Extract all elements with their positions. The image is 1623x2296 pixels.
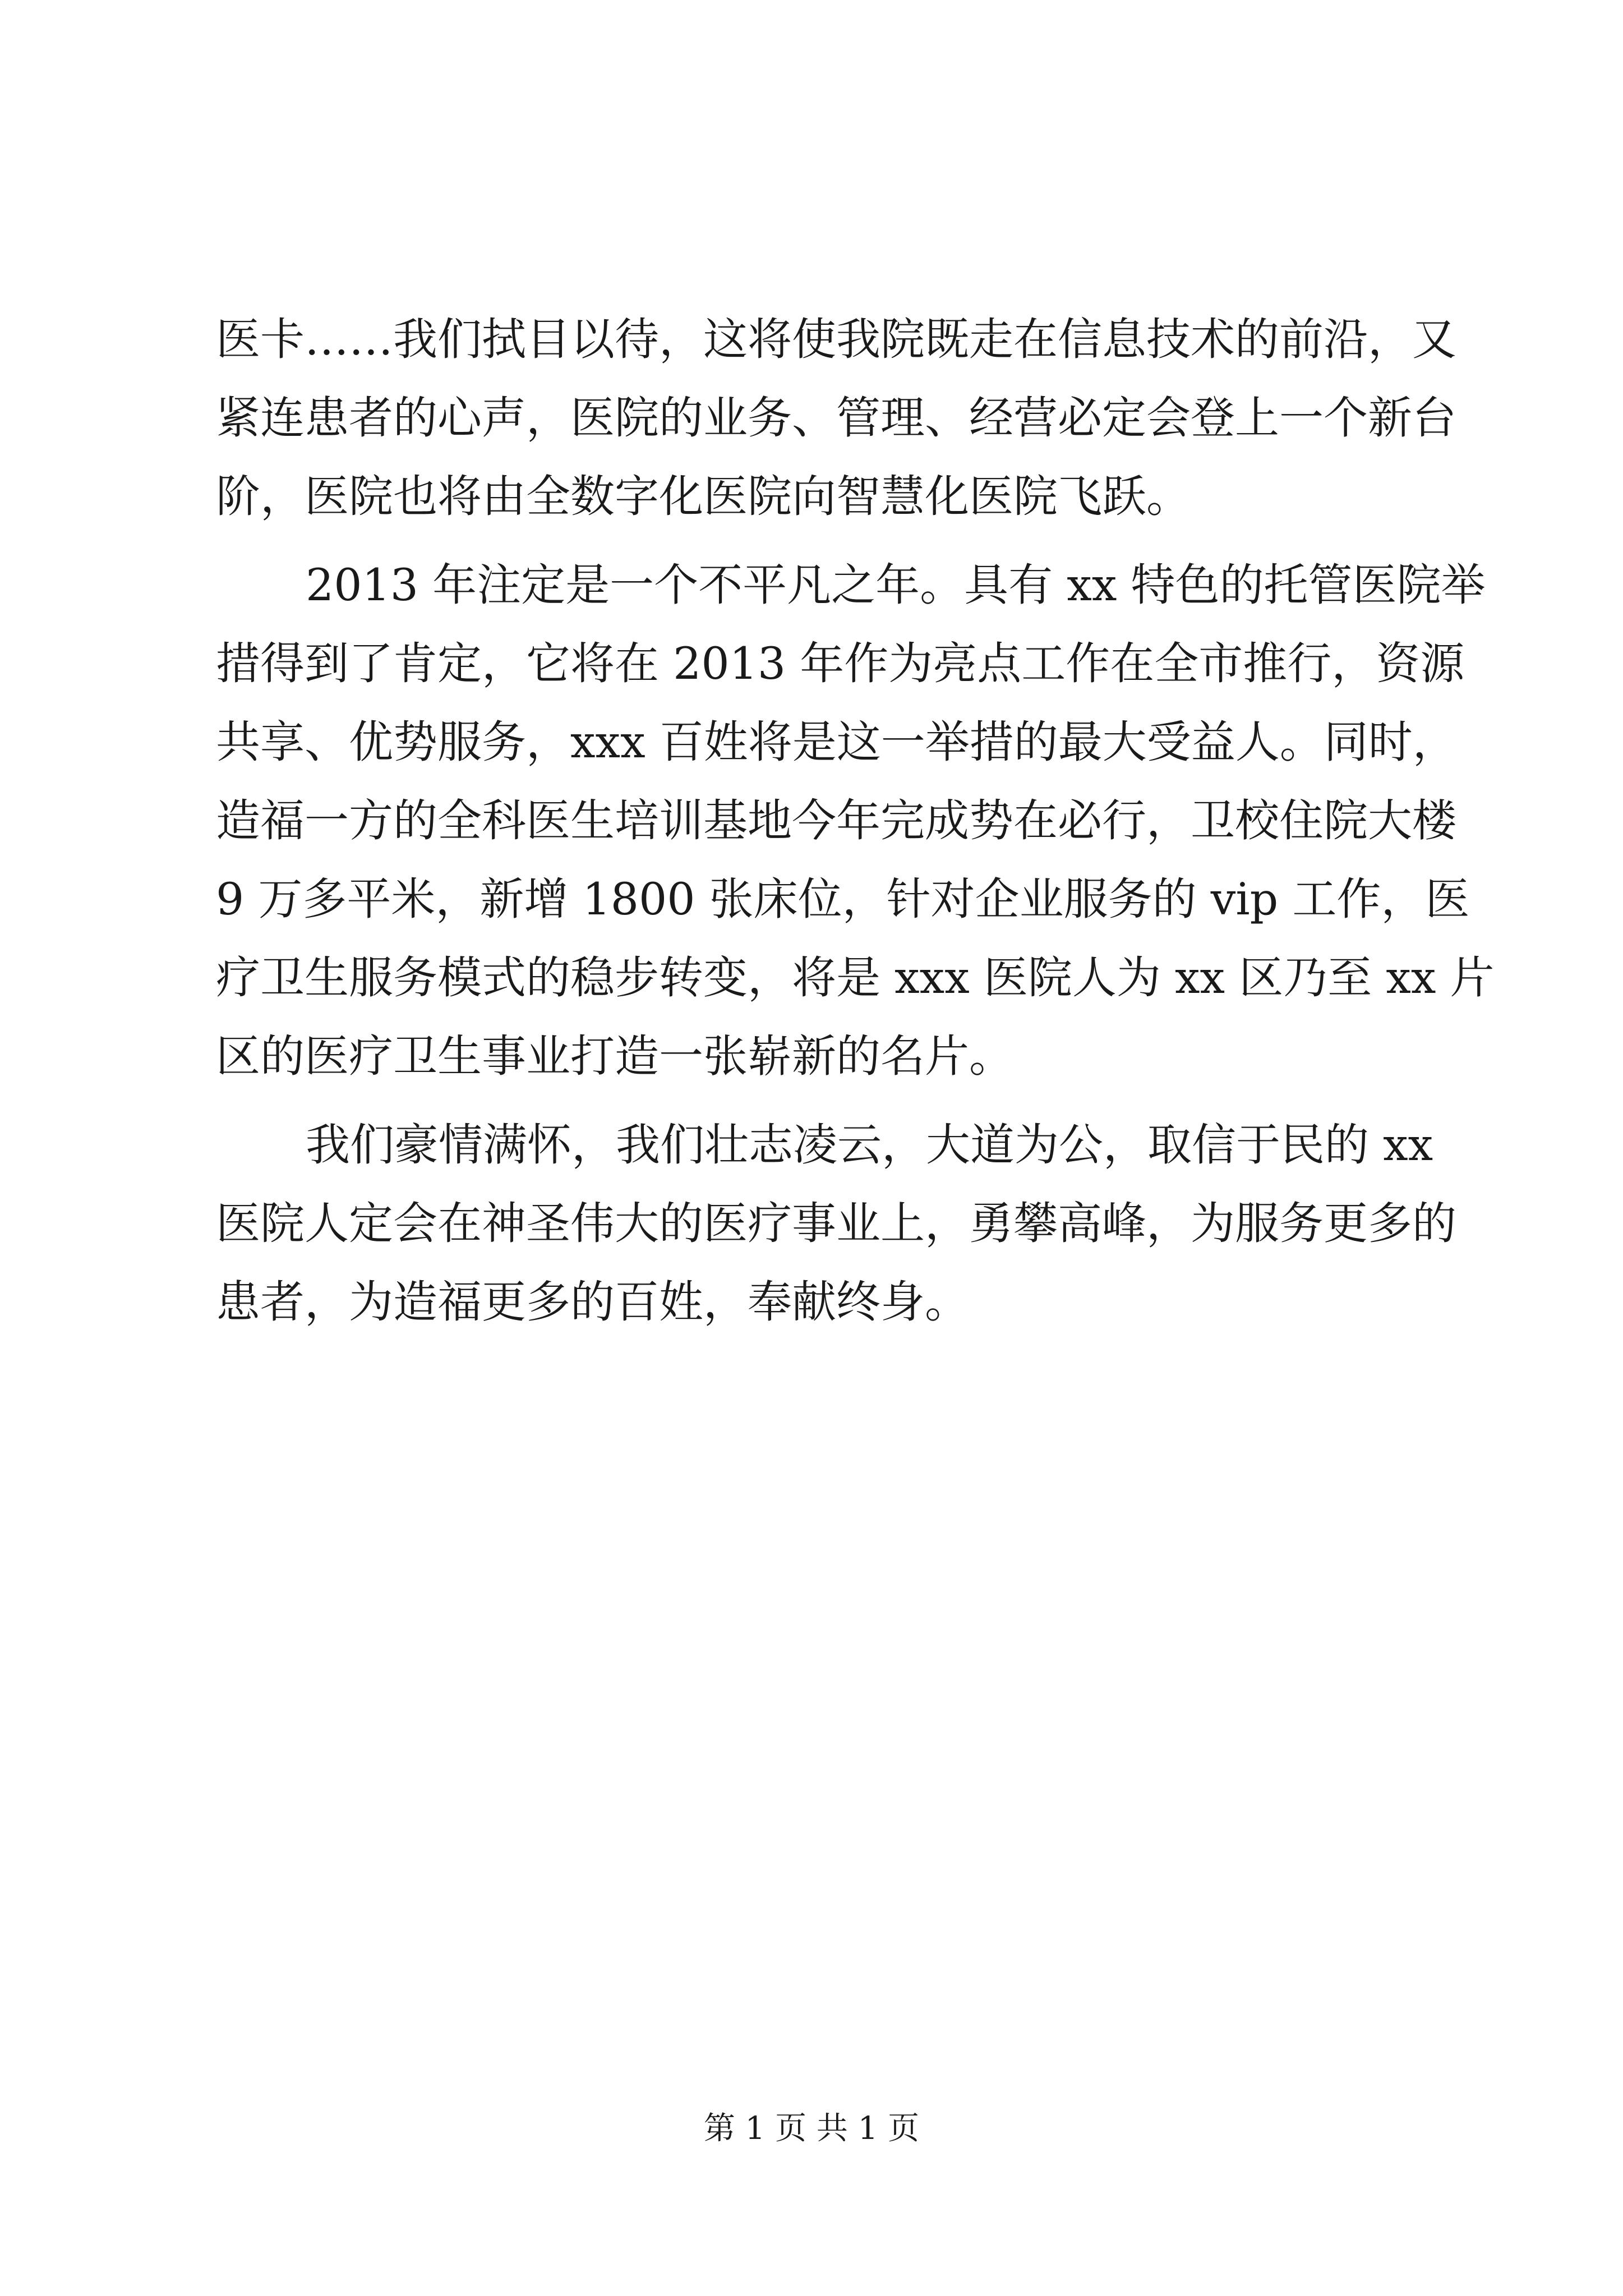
text-line: 医卡……我们拭目以待，这将使我院既走在信息技术的前沿，又 xyxy=(216,314,1456,365)
text-line: 患者，为造福更多的百姓，奉献终身。 xyxy=(216,1276,969,1328)
paragraph-2 xyxy=(216,546,1495,1096)
document-body xyxy=(216,300,1495,1341)
text-line: 措得到了肯定，它将在 2013 年作为亮点工作在全市推行，资源 xyxy=(216,638,1465,689)
paragraph-1 xyxy=(216,300,1456,536)
text-line: 医院人定会在神圣伟大的医疗事业上，勇攀高峰，为服务更多的 xyxy=(216,1198,1456,1249)
paragraph-3 xyxy=(216,1106,1456,1341)
text-line: 2013 年注定是一个不平凡之年。具有 xx 特色的托管医院举 xyxy=(306,559,1486,611)
text-line: 共享、优势服务，xxx 百姓将是这一举措的最大受益人。同时， xyxy=(216,716,1457,768)
text-line: 造福一方的全科医生培训基地今年完成势在必行，卫校住院大楼 xyxy=(216,795,1456,846)
text-line: 疗卫生服务模式的稳步转变，将是 xxx 医院人为 xx 区乃至 xx 片 xyxy=(216,952,1495,1004)
text-line: 9 万多平米，新增 1800 张床位，针对企业服务的 vip 工作，医 xyxy=(216,873,1470,925)
text-line: 区的医疗卫生事业打造一张崭新的名片。 xyxy=(216,1030,1013,1082)
text-line: 我们豪情满怀，我们壮志凌云，大道为公，取信于民的 xx xyxy=(306,1119,1433,1171)
text-line: 紧连患者的心声，医院的业务、管理、经营必定会登上一个新台 xyxy=(216,392,1456,444)
text-line: 阶，医院也将由全数字化医院向智慧化医院飞跃。 xyxy=(216,471,1191,522)
page-number-footer: 第 1 页 共 1 页 xyxy=(703,2110,920,2147)
